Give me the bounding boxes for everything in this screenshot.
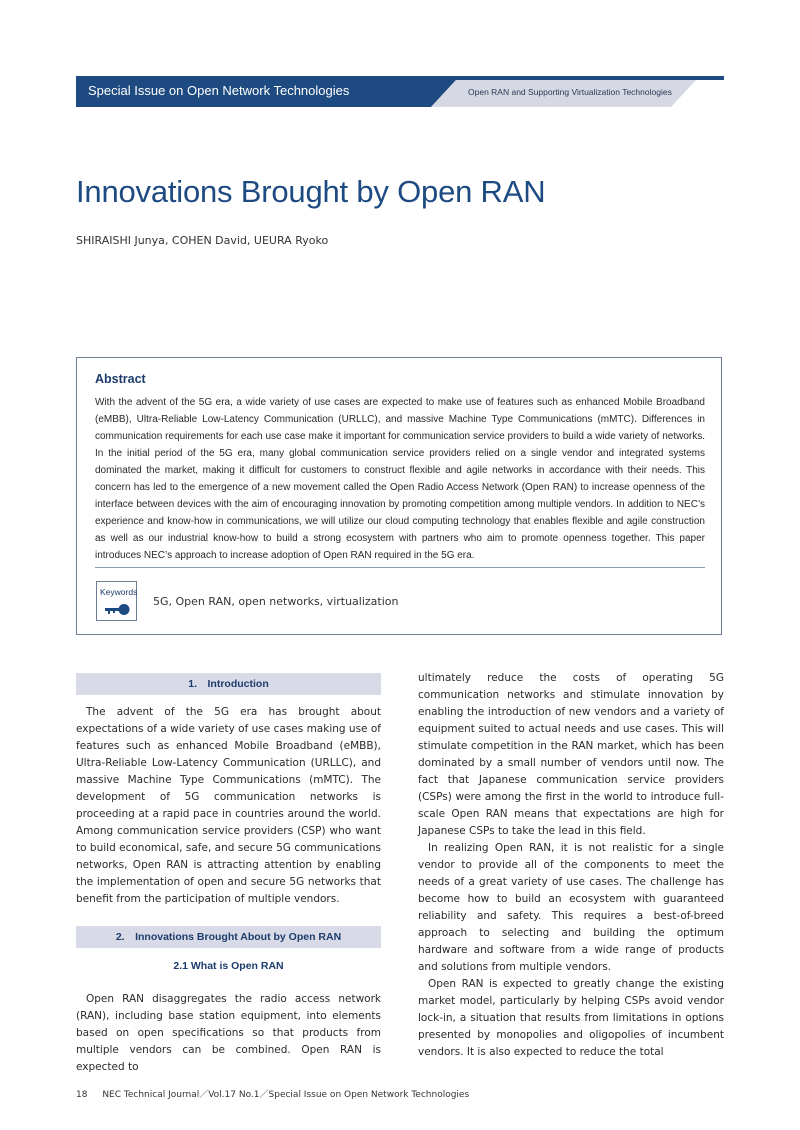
section-title: Open RAN and Supporting Virtualization Technologies — [468, 87, 672, 97]
abstract-text: With the advent of the 5G era, a wide variety of use cases are expected to make use of features such as enhanced Mobile Broadband (eMBB), Ultra-Reliable Low-Latency Communication (URLLC), and massive Machine Type Communications (mMTC). Differences in communication requirements for each use case make it important for communication service providers to build a wide variety of networks. In the initial period of the 5G era, many global communication service providers relied on a single vendor and integrated systems dominated the market, making it difficult for customers to construct flexible and agile networks in accordance with their needs. This concern has led to the emergence of a new movement called the Open Radio Access Network (Open RAN) to increase openness of the interface between devices with the aim of encouraging innovation by promoting competition among multiple vendors. In addition to NEC’s experience and know-how in communications, we will utilize our cloud computing technology that enables flexible and agile construction as well as our industrial know-how to build a strong ecosystem with partners who aim to promote openness together. This paper introduces NEC’s approach to increase adoption of Open RAN required in the 5G era. — [95, 397, 705, 561]
authors: SHIRAISHI Junya, COHEN David, UEURA Ryoko — [76, 234, 329, 247]
section-1-heading-bar — [76, 673, 381, 695]
section-2-heading-bar — [76, 926, 381, 948]
page-footer — [76, 1087, 469, 1100]
abstract-box — [76, 357, 722, 635]
abstract-heading: Abstract — [95, 372, 146, 386]
intro-paragraph: The advent of the 5G era has brought about expectations of a wide variety of use cases making use of features such as enhanced Mobile Broadband (eMBB), Ultra-Reliable Low-Latency Communication (URLLC), and massive Machine Type Communications (mMTC). The development of 5G communication networks is proceeding at a rapid pace in countries around the world. Among communication service providers (CSP) who want to build economical, safe, and secure 5G communications networks, Open RAN is attracting attention by enabling the implementation of open and secure 5G networks that benefit from the participation of multiple vendors. — [76, 706, 381, 905]
series-title: Special Issue on Open Network Technologies — [88, 83, 350, 98]
keywords-list: 5G, Open RAN, open networks, virtualization — [153, 595, 399, 608]
page-title: Innovations Brought by Open RAN — [76, 174, 546, 209]
keywords-box — [96, 581, 137, 621]
right-paragraph-3: Open RAN is expected to greatly change the existing market model, particularly by helping CSPs avoid vendor lock-in, a situation that results from limitations in options presented by monopolies and oligopolies of incumbent vendors. It is also expected to reduce the total — [418, 978, 724, 1058]
right-paragraph-1: ultimately reduce the costs of operating 5G communication networks and stimulate innovation by enabling the introduction of new vendors and a variety of equipment suited to actual needs and use cases. This will stimulate competition in the RAN market, which has been dominated by a small number of vendors until now. The fact that Japanese communication service providers (CSPs) were among the first in the world to introduce full-scale Open RAN means that expectations are high for Japanese CSPs to take the lead in this field. — [418, 672, 724, 837]
open-ran-paragraph: Open RAN disaggregates the radio access network (RAN), including base station equipment, into elements based on open specifications so that products from multiple vendors can be combined. Open RAN is expected to — [76, 993, 381, 1073]
journal-citation: NEC Technical Journal／Vol.17 No.1／Special Issue on Open Network Technologies — [102, 1090, 470, 1100]
header-banner — [76, 76, 724, 107]
abstract-divider — [95, 567, 705, 568]
section-2-heading: 2. Innovations Brought About by Open RAN — [115, 931, 342, 943]
section-2-1-heading: 2.1 What is Open RAN — [173, 960, 284, 972]
section-1-heading: 1. Introduction — [188, 678, 269, 690]
keywords-label: Keywords — [100, 587, 138, 597]
page-number: 18 — [76, 1090, 88, 1100]
right-paragraph-2: In realizing Open RAN, it is not realistic for a single vendor to provide all of the components to meet the needs of a great variety of use cases. The challenge has become how to build an ecosystem with guaranteed reliability and safety. This requires a best-of-breed approach to selecting and building the optimum hardware and software from a wide range of products and solutions from multiple vendors. — [418, 842, 724, 973]
key-icon — [105, 604, 131, 616]
